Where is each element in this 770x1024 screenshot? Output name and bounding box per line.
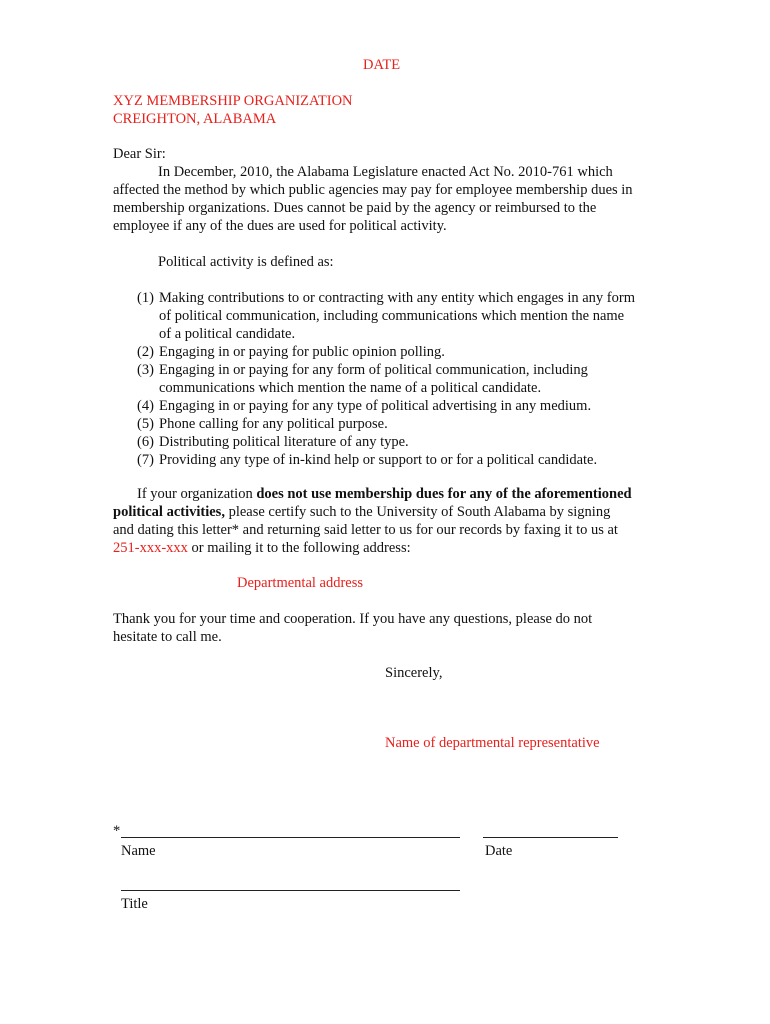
date-placeholder: DATE: [363, 57, 401, 73]
date-label: Date: [485, 843, 513, 859]
list-number: (7): [137, 452, 154, 468]
list-item: [137, 433, 677, 451]
list-number: (6): [137, 434, 154, 450]
list-item: [137, 415, 677, 433]
list-item-text: communications which mention the name of a political candidate.: [159, 380, 542, 396]
thanks-line: Thank you for your time and cooperation. If you have any questions, please do not: [113, 611, 593, 627]
salutation: Dear Sir:: [113, 146, 166, 162]
list-item-text: Providing any type of in-kind help or support to or for a political candidate.: [159, 452, 598, 468]
list-item: [137, 397, 677, 415]
request-line: and dating this letter* and returning said letter to us for our records by faxing it to us at: [113, 522, 618, 538]
list-item-text: of political communication, including communications which mention the name: [159, 308, 625, 324]
departmental-address-placeholder: Departmental address: [237, 575, 364, 591]
request-line: [113, 504, 610, 521]
list-number: (4): [137, 398, 154, 414]
list-item-text: Distributing political literature of any type.: [159, 434, 409, 450]
request-bold-text: political activities,: [113, 504, 225, 520]
list-item-text: Making contributions to or contracting with any entity which engages in any form: [159, 290, 635, 306]
list-item-text: Phone calling for any political purpose.: [159, 416, 388, 432]
list-item: [137, 343, 677, 361]
political-activity-list: [137, 289, 677, 469]
request-line: [113, 540, 411, 557]
definition-intro: Political activity is defined as:: [158, 254, 334, 270]
fax-number: 251-xxx-xxx: [113, 540, 188, 556]
title-signature-line[interactable]: [121, 890, 460, 891]
intro-line: In December, 2010, the Alabama Legislature enacted Act No. 2010-761 which: [158, 164, 613, 180]
list-item-text: of a political candidate.: [159, 326, 296, 342]
date-signature-line[interactable]: [483, 837, 618, 838]
request-text: or mailing it to the following address:: [187, 540, 411, 556]
list-number: (2): [137, 344, 154, 360]
list-item: [137, 361, 677, 397]
title-label: Title: [121, 896, 148, 912]
intro-line: membership organizations. Dues cannot be paid by the agency or reimbursed to the: [113, 200, 597, 216]
name-label: Name: [121, 843, 156, 859]
org-name: XYZ MEMBERSHIP ORGANIZATION: [113, 93, 353, 109]
request-bold-text: does not use membership dues for any of the aforementioned: [256, 486, 632, 502]
list-item-text: Engaging in or paying for any type of political advertising in any medium.: [159, 398, 592, 414]
org-location: CREIGHTON, ALABAMA: [113, 111, 277, 127]
request-line: [137, 486, 632, 503]
list-item: [137, 451, 677, 469]
request-text: please certify such to the University of South Alabama by signing: [224, 504, 611, 520]
asterisk-mark: *: [113, 823, 121, 839]
intro-line: affected the method by which public agencies may pay for employee membership dues in: [113, 182, 633, 198]
list-number: (5): [137, 416, 154, 432]
name-signature-line[interactable]: [121, 837, 460, 838]
list-item-text: Engaging in or paying for public opinion polling.: [159, 344, 445, 360]
list-number: (3): [137, 362, 154, 378]
request-text: If your organization: [137, 486, 257, 502]
closing: Sincerely,: [385, 665, 443, 681]
list-item-text: Engaging in or paying for any form of political communication, including: [159, 362, 588, 378]
list-item: [137, 289, 677, 343]
signer-name-placeholder: Name of departmental representative: [385, 735, 600, 751]
thanks-line: hesitate to call me.: [113, 629, 222, 645]
list-number: (1): [137, 290, 154, 306]
intro-line: employee if any of the dues are used for political activity.: [113, 218, 447, 234]
